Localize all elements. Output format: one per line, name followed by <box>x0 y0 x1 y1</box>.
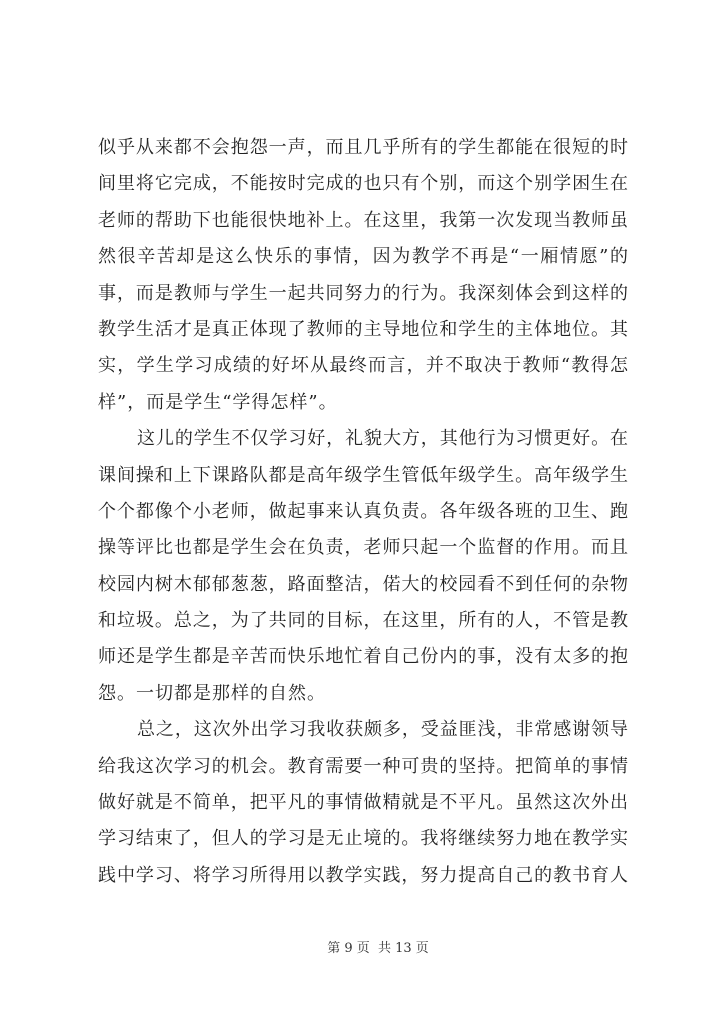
text-line: 这儿的学生不仅学习好，礼貌大方，其他行为习惯更好。在 <box>137 428 628 450</box>
text-line: 校园内树木郁郁葱葱，路面整洁，偌大的校园看不到任何的杂物 <box>98 573 628 595</box>
text-line: 学习结束了，但人的学习是无止境的。我将继续努力地在教学实 <box>98 828 628 850</box>
text-line: 课间操和上下课路队都是高年级学生管低年级学生。高年级学生 <box>98 464 628 486</box>
paragraph-2 <box>98 421 628 712</box>
body-text <box>98 130 628 894</box>
text-line: 老师的帮助下也能很快地补上。在这里，我第一次发现当教师虽 <box>98 209 628 231</box>
text-line: 样”，而是学生“学得怎样”。 <box>98 391 338 413</box>
page-number: 第 9 页 共 13 页 <box>327 941 429 956</box>
text-line: 和垃圾。总之，为了共同的目标，在这里，所有的人，不管是教 <box>98 610 628 632</box>
text-line: 个个都像个小老师，做起事来认真负责。各年级各班的卫生、跑 <box>98 500 628 522</box>
text-line: 践中学习、将学习所得用以教学实践，努力提高自己的教书育人 <box>98 864 628 886</box>
text-line: 做好就是不简单，把平凡的事情做精就是不平凡。虽然这次外出 <box>98 792 628 814</box>
text-line: 教学生活才是真正体现了教师的主导地位和学生的主体地位。其 <box>98 318 628 340</box>
paragraph-3 <box>98 712 628 894</box>
text-line: 操等评比也都是学生会在负责，老师只起一个监督的作用。而且 <box>98 537 628 559</box>
paragraph-1 <box>98 130 628 421</box>
text-line: 给我这次学习的机会。教育需要一种可贵的坚持。把简单的事情 <box>98 755 628 777</box>
text-line: 师还是学生都是辛苦而快乐地忙着自己份内的事，没有太多的抱 <box>98 646 628 668</box>
text-line: 总之，这次外出学习我收获颇多，受益匪浅，非常感谢领导 <box>137 719 628 741</box>
text-line: 然很辛苦却是这么快乐的事情，因为教学不再是“一厢情愿”的 <box>98 246 628 268</box>
text-line: 怨。一切都是那样的自然。 <box>98 682 326 704</box>
text-line: 似乎从来都不会抱怨一声，而且几乎所有的学生都能在很短的时 <box>98 137 628 158</box>
text-line: 间里将它完成，不能按时完成的也只有个别，而这个别学困生在 <box>98 173 628 195</box>
text-line: 实，学生学习成绩的好坏从最终而言，并不取决于教师“教得怎 <box>98 355 628 377</box>
text-line: 事，而是教师与学生一起共同努力的行为。我深刻体会到这样的 <box>98 282 628 304</box>
